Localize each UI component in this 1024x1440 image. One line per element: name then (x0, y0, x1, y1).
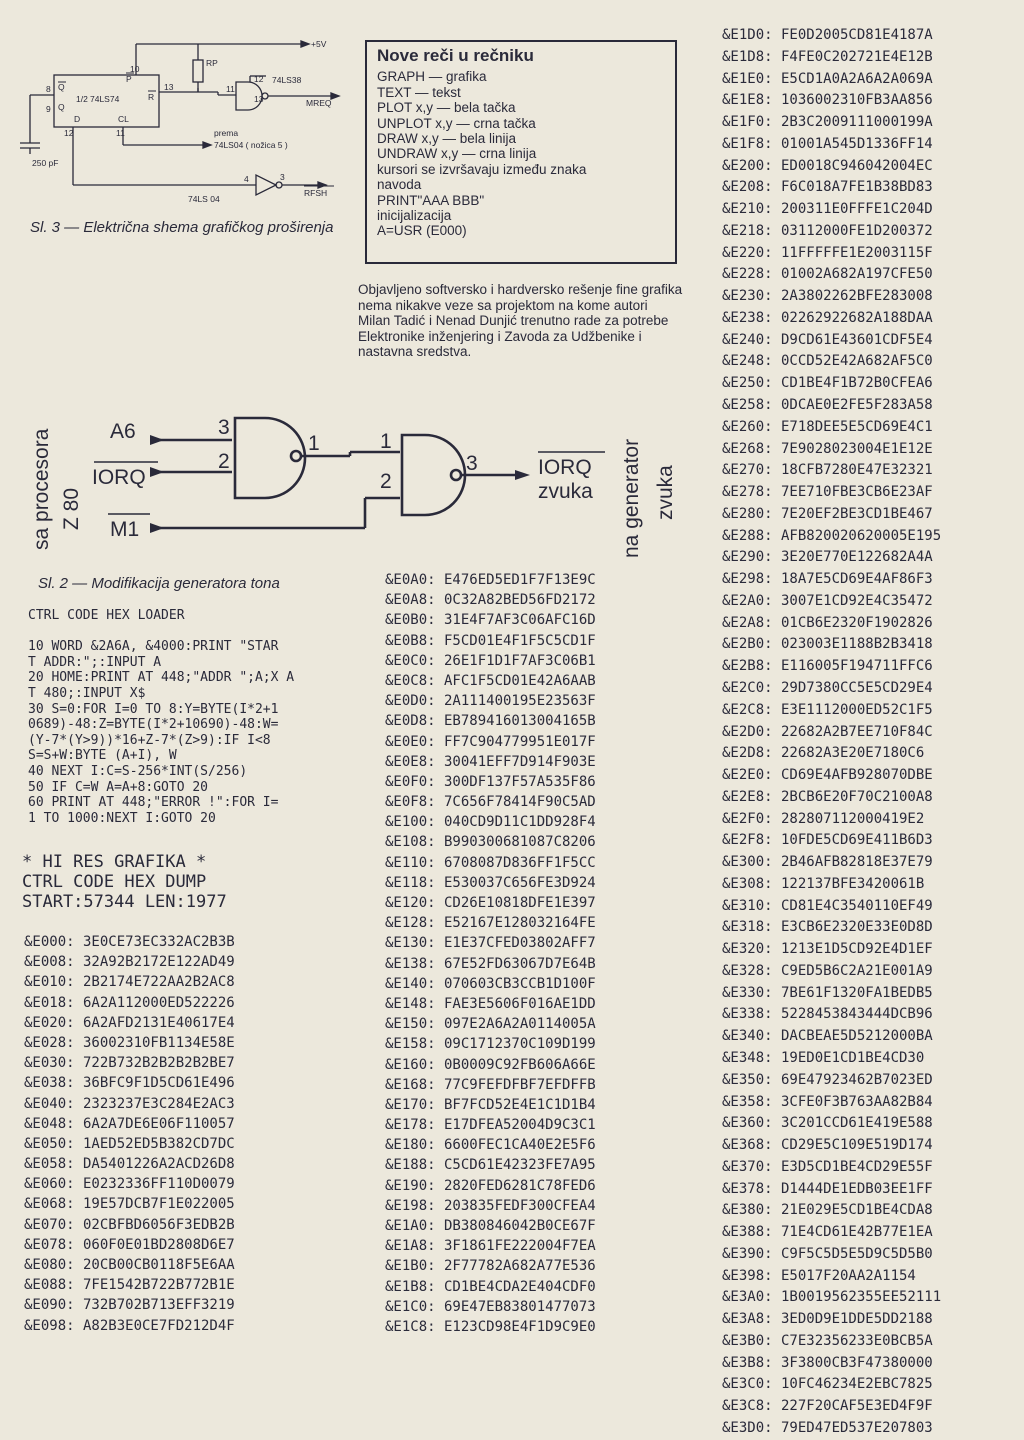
fig3-pin10: 10 (130, 64, 140, 74)
listing-line: 20 HOME:PRINT AT 448;"ADDR ";A;X A (28, 670, 295, 686)
hex-dump-row: &E150: 097E2A6A2A0114005A (385, 1016, 596, 1033)
listing-line: CTRL CODE HEX LOADER (28, 608, 185, 623)
hex-dump-row: &E260: E718DEE5E5CD69E4C1 (722, 418, 933, 435)
hex-dump-row: &E050: 1AED52ED5B382CD7DC (24, 1135, 235, 1152)
hex-dump-row: &E030: 722B732B2B2B2B2BE7 (24, 1055, 235, 1072)
fig3-pin13: 13 (164, 82, 174, 92)
fig2-right-label-2: zvuka (654, 465, 677, 520)
hex-dump-row: &E200: ED0018C946042004EC (722, 157, 933, 174)
hex-dump-row: &E180: 6600FEC1CA40E2E5F6 (385, 1137, 596, 1154)
new-words-line: PLOT x,y — bela tačka (377, 100, 516, 116)
fig3-pbar-label: P (126, 74, 132, 84)
hex-dump-row: &E080: 20CB00CB0118F5E6AA (24, 1257, 235, 1273)
fig3-ff-name: 74LS74 (90, 94, 120, 104)
hex-dump-row: &E1F0: 2B3C2009111000199A (722, 114, 933, 131)
hex-dump-row: &E2A0: 3007E1CD92E4C35472 (722, 592, 933, 609)
hex-dump-row: &E278: 7EE710FBE3CB6E23AF (722, 484, 933, 501)
hex-dump-row: &E0C8: AFC1F5CD01E42A6AAB (385, 672, 596, 689)
new-words-line: UNDRAW x,y — crna linija (377, 146, 537, 162)
hex-dump-row: &E3D0: 79ED47ED537E207803 (722, 1420, 933, 1436)
hex-dump-row: &E210: 200311E0FFFE1C204D (722, 201, 933, 218)
hex-dump-row: &E1E8: 1036002310FB3AA856 (722, 92, 933, 109)
new-words-line: UNPLOT x,y — crna tačka (377, 115, 536, 131)
hex-dump-row: &E2D0: 22682A2B7EE710F84C (722, 723, 933, 740)
hex-dump-row: &E088: 7FE1542B722B772B1E (24, 1277, 235, 1294)
hex-dump-row: &E1A0: DB380846042B0CE67F (385, 1218, 596, 1234)
fig3-pin12: 12 (64, 128, 74, 138)
hex-dump-row: &E078: 060F0E01BD2808D6E7 (24, 1236, 235, 1253)
fig3-nand-pin11: 11 (226, 84, 235, 94)
hex-dump-row: &E270: 18CFB7280E47E32321 (722, 462, 933, 479)
hex-dump-row: &E0F8: 7C656F78414F90C5AD (385, 794, 596, 811)
dump-header-line: START:57344 LEN:1977 (22, 892, 227, 912)
hex-dump-row: &E170: BF7FCD52E4E1C1D1B4 (385, 1096, 596, 1113)
fig2-gate2-pin1: 1 (380, 430, 392, 453)
fig2-gate1-pin2: 2 (218, 450, 230, 473)
fig2-left-label-2: Z 80 (60, 487, 83, 530)
fig2-right-label-1: na generator (620, 438, 643, 558)
hex-dump-row: &E3A8: 3ED0D9E1DDE5DD2188 (722, 1311, 933, 1328)
new-words-line: A=USR (E000) (377, 223, 467, 239)
hex-dump-row: &E370: E3D5CD1BE4CD29E55F (722, 1158, 933, 1175)
hex-dump-row: &E168: 77C9FEFDFBF7EFDFFB (385, 1076, 596, 1093)
hex-dump-row: &E028: 36002310FB1134E58E (24, 1034, 235, 1051)
hex-dump-row: &E238: 02262922682A188DAA (722, 309, 933, 326)
listing-line: 40 NEXT I:C=S-256*INT(S/256) (28, 763, 248, 779)
fig2-gate2-pin3: 3 (466, 452, 478, 475)
hex-dump-row: &E2F0: 282807112000419E2 (722, 810, 925, 827)
hex-dump-row: &E3A0: 1B0019562355EE52111 (722, 1289, 942, 1306)
hex-dump-row: &E390: C9F5C5D5E5D9C5D5B0 (722, 1245, 933, 1262)
hex-dump-row: &E1B8: CD1BE4CDA2E404CDF0 (385, 1278, 596, 1295)
dump-header-line: CTRL CODE HEX DUMP (22, 872, 207, 892)
fig3-inv-name: 74LS 04 (188, 194, 220, 204)
fig3-prema-2: 74LS04 ( nožica 5 ) (214, 140, 288, 150)
hex-dump-row: &E140: 070603CB3CCB1D100F (385, 975, 596, 992)
new-words-line: navoda (377, 177, 422, 193)
hex-dump-row: &E350: 69E47923462B7023ED (722, 1071, 933, 1088)
fig2-input-iorq: IORQ (92, 466, 146, 489)
hex-dump-row: &E118: E530037C656FE3D924 (385, 874, 596, 891)
fig3-d-label: D (74, 114, 81, 124)
fig3-nand-name: 74LS38 (272, 75, 302, 85)
figure-3-caption: Sl. 3 — Električna shema grafičkog proširenja (30, 219, 334, 236)
hex-dump-row: &E2D8: 22682A3E20E7180C6 (722, 745, 925, 762)
hex-dump-row: &E2F8: 10FDE5CD69E411B6D3 (722, 832, 933, 849)
fig2-gate1-pin3: 3 (218, 416, 230, 439)
figure-2-schematic (10, 390, 700, 560)
hex-dump-row: &E218: 03112000FE1D200372 (722, 222, 933, 239)
hex-dump-row: &E2C8: E3E1112000ED52C1F5 (722, 701, 933, 718)
hex-dump-row: &E108: B990300681087C8206 (385, 834, 596, 851)
listing-line: 0689)-48:Z=BYTE(I*2+10690)-48:W= (28, 717, 279, 733)
figure-2-caption: Sl. 2 — Modifikacija generatora tona (38, 575, 280, 592)
hex-dump-row: &E2B0: 023003E1188B2B3418 (722, 636, 933, 653)
fig3-rfsh-label: RFSH (304, 188, 328, 198)
hex-dump-row: &E1C8: E123CD98E4F1D9C9E0 (385, 1318, 596, 1335)
hex-dump-row: &E2E8: 2BCB6E20F70C2100A8 (722, 788, 933, 805)
hex-dump-row: &E000: 3E0CE73EC332AC2B3B (24, 934, 235, 950)
fig2-gate1-pin1: 1 (308, 432, 320, 455)
fig3-pin11: 11 (116, 128, 125, 138)
hex-dump-row: &E358: 3CFE0F3B763AA82B84 (722, 1093, 933, 1110)
new-words-line: DRAW x,y — bela linija (377, 131, 517, 147)
listing-line: 50 IF C=W A=A+8:GOTO 20 (28, 779, 209, 795)
hex-dump-row: &E378: D1444DE1EDB03EE1FF (722, 1180, 933, 1197)
hex-dump-row: &E318: E3CB6E2320E33E0D8D (722, 919, 933, 936)
fig3-rp-label: RP (206, 58, 218, 68)
hex-dump-row: &E148: FAE3E5606F016AE1DD (385, 995, 596, 1012)
hex-dump-row: &E248: 0CCD52E42A682AF5C0 (722, 353, 933, 370)
new-words-list (377, 69, 665, 238)
fig2-gate2-pin2: 2 (380, 470, 392, 493)
hex-dump-row: &E178: E17DFEA52004D9C3C1 (385, 1117, 596, 1134)
hex-dump-row: &E160: 0B0009C92FB606A66E (385, 1056, 596, 1073)
hex-dump-row: &E328: C9ED5B6C2A21E001A9 (722, 962, 933, 979)
hex-dump-row: &E388: 71E4CD61E42B77E1EA (722, 1224, 933, 1241)
fig3-nand-pin12: 12 (254, 74, 264, 84)
hex-dump-row: &E038: 36BFC9F1D5CD61E496 (24, 1075, 235, 1092)
hex-loader-listing (28, 608, 388, 826)
fig3-inv-pin4: 4 (244, 174, 249, 184)
fig3-pin9: 9 (46, 104, 51, 114)
hex-dump-row: &E338: 5228453843444DCB96 (722, 1006, 933, 1023)
hex-dump-row: &E138: 67E52FD63067D7E64B (385, 955, 596, 972)
hex-dump-row: &E3B0: C7E32356233E0BCB5A (722, 1332, 933, 1349)
dump-header-line: * HI RES GRAFIKA * (22, 852, 207, 872)
listing-line: 30 S=0:FOR I=0 TO 8:Y=BYTE(I*2+1 (28, 701, 279, 717)
hex-dump-row: &E3C8: 227F20CAF5E3ED4F9F (722, 1398, 933, 1415)
hex-dump-row: &E120: CD26E10818DFE1E397 (385, 895, 596, 911)
hex-dump-row: &E0A0: E476ED5ED1F7F13E9C (385, 572, 596, 588)
hex-dump-row: &E190: 2820FED6281C78FED6 (385, 1177, 596, 1194)
new-words-line: inicijalizacija (377, 208, 452, 224)
hex-dump-row: &E340: DACBEAE5D5212000BA (722, 1028, 933, 1045)
hex-dump-header (22, 852, 227, 912)
fig2-input-m1: M1 (110, 518, 140, 541)
hex-dump-row: &E060: E0232336FF110D0079 (24, 1176, 235, 1193)
hex-dump-row: &E1E0: E5CD1A0A2A6A2A069A (722, 70, 933, 87)
hex-dump-row: &E100: 040CD9D11C1DD928F4 (385, 814, 596, 831)
hex-dump-row: &E0E0: FF7C904779951E017F (385, 733, 596, 750)
hex-dump-row: &E070: 02CBFBD6056F3EDB2B (24, 1216, 235, 1233)
fig3-q-label: Q (58, 102, 65, 112)
hex-dump-row: &E220: 11FFFFFE1E2003115F (722, 244, 933, 261)
hex-dump-row: &E230: 2A3802262BFE283008 (722, 288, 933, 305)
hex-dump-row: &E280: 7E20EF2BE3CD1BE467 (722, 505, 933, 522)
listing-line: T ADDR:";:INPUT A (28, 654, 162, 670)
fig2-left-label-1: sa procesora (30, 428, 53, 550)
hex-dump-row: &E2C0: 29D7380CC5E5CD29E4 (722, 679, 933, 696)
listing-line (28, 624, 388, 640)
listing-line: T 480;:INPUT X$ (28, 685, 146, 701)
hex-dump-row: &E040: 2323237E3C284E2AC3 (24, 1095, 235, 1112)
listing-line: (Y-7*(Y>9))*16+Z-7*(Z>9):IF I<8 (28, 732, 271, 748)
hex-dump-row: &E1F8: 01001A545D1336FF14 (722, 135, 933, 152)
hex-dump-row: &E368: CD29E5C109E519D174 (722, 1137, 933, 1154)
hex-dump-row: &E1A8: 3F1861FE222004F7EA (385, 1238, 596, 1255)
new-words-line: TEXT — tekst (377, 84, 461, 100)
hex-dump-row: &E0B8: F5CD01E4F1F5C5CD1F (385, 632, 596, 649)
fig3-prema-1: prema (214, 128, 239, 138)
new-words-line: GRAPH — grafika (377, 69, 487, 85)
new-words-line: kursori se izvršavaju između znaka (377, 161, 587, 177)
hex-dump-row: &E0F0: 300DF137F57A535F86 (385, 773, 596, 790)
hex-dump-row: &E2B8: E116005F194711FFC6 (722, 658, 933, 675)
hex-dump-row: &E098: A82B3E0CE7FD212D4F (24, 1317, 235, 1334)
hex-dump-row: &E090: 732B702B713EFF3219 (24, 1297, 235, 1314)
hex-dump-row: &E2E0: CD69E4AFB928070DBE (722, 767, 933, 784)
hex-dump-row: &E228: 01002A682A197CFE50 (722, 266, 933, 283)
hex-dump-row: &E348: 19ED0E1CD1BE4CD30 (722, 1049, 925, 1066)
listing-line: 10 WORD &2A6A, &4000:PRINT "STAR (28, 639, 279, 655)
hex-dump-row: &E258: 0DCAE0E2FE5F283A58 (722, 397, 933, 414)
hex-dump-row: &E0D8: EB789416013004165B (385, 713, 596, 730)
hex-dump-row: &E3C0: 10FC46234E2EBC7825 (722, 1376, 933, 1393)
fig3-half: 1/2 (76, 94, 88, 104)
hex-dump-row: &E360: 3C201CCD61E419E588 (722, 1115, 933, 1132)
fig3-cap-label: 250 pF (32, 158, 59, 168)
fig2-input-a6: A6 (110, 420, 136, 443)
fig3-rbar-label: R (148, 92, 155, 102)
hex-dump-row: &E128: E52167E128032164FE (385, 915, 596, 932)
hex-dump-row: &E398: E5017F20AA2A1154 (722, 1267, 916, 1284)
listing-line: 1 TO 1000:NEXT I:GOTO 20 (28, 810, 216, 826)
fig2-output-iorq: IORQ (538, 456, 592, 479)
hex-dump-row: &E018: 6A2A112000ED522226 (24, 994, 235, 1011)
listing-line: S=S+W:BYTE (A+I), W (28, 748, 177, 764)
hex-dump-column-3 (722, 25, 941, 1440)
fig3-cl-label: CL (118, 114, 129, 124)
hex-dump-row: &E290: 3E20E770E122682A4A (722, 549, 933, 566)
figure-3-schematic (18, 30, 353, 210)
hex-dump-row: &E250: CD1BE4F1B72B0CFEA6 (722, 375, 933, 392)
hex-dump-row: &E0C0: 26E1F1D1F7AF3C06B1 (385, 652, 596, 669)
hex-dump-row: &E130: E1E37CFED03802AFF7 (385, 935, 596, 952)
hex-dump-row: &E330: 7BE61F1320FA1BEDB5 (722, 984, 933, 1001)
hex-dump-row: &E208: F6C018A7FE1B38BD83 (722, 179, 933, 196)
fig3-vcc-label: +5V (311, 39, 327, 49)
hex-dump-row: &E1C0: 69E47EB83801477073 (385, 1298, 596, 1315)
author-note: Objavljeno softversko i hardversko rešenje fine grafika nema nikakve veze sa projektom na kome autori Milan Tadić i Nenad Dunjić trenutno rade za potrebe Elektronike inženjering i Zavoda za Udžbenike i nastavna sredstva. (358, 282, 683, 360)
hex-dump-row: &E0A8: 0C32A82BED56FD2172 (385, 592, 596, 609)
fig3-qbar-label: Q (58, 82, 65, 92)
hex-dump-row: &E110: 6708087D836FF1F5CC (385, 854, 596, 871)
hex-dump-row: &E010: 2B2174E722AA2B2AC8 (24, 974, 235, 991)
hex-dump-row: &E008: 32A92B2172E122AD49 (24, 954, 235, 971)
hex-dump-row: &E380: 21E029E5CD1BE4CDA8 (722, 1202, 933, 1219)
new-words-box (365, 40, 677, 264)
new-words-line: PRINT"AAA BBB" (377, 192, 485, 208)
hex-dump-row: &E1D0: FE0D2005CD81E4187A (722, 27, 933, 43)
hex-dump-column-2 (385, 570, 596, 1337)
hex-dump-row: &E308: 122137BFE3420061B (722, 875, 925, 892)
hex-dump-row: &E3B8: 3F3800CB3F47380000 (722, 1354, 933, 1371)
hex-dump-row: &E188: C5CD61E42323FE7A95 (385, 1157, 596, 1174)
listing-line: 60 PRINT AT 448;"ERROR !":FOR I= (28, 795, 279, 811)
hex-dump-row: &E068: 19E57DCB7F1E022005 (24, 1196, 235, 1213)
fig3-mreq-label: MREQ (306, 98, 332, 108)
hex-dump-row: &E268: 7E9028023004E1E12E (722, 440, 933, 457)
hex-dump-column-1 (24, 932, 235, 1336)
new-words-title: Nove reči u rečniku (377, 46, 534, 65)
hex-dump-row: &E0D0: 2A111400195E23563F (385, 693, 596, 710)
hex-dump-row: &E240: D9CD61E43601CDF5E4 (722, 331, 933, 348)
hex-dump-row: &E2A8: 01CB6E2320F1902826 (722, 614, 933, 631)
hex-dump-row: &E0B0: 31E4F7AF3C06AFC16D (385, 612, 596, 629)
hex-dump-row: &E288: AFB820020620005E195 (722, 527, 942, 544)
hex-dump-row: &E310: CD81E4C3540110EF49 (722, 897, 933, 914)
hex-dump-row: &E320: 1213E1D5CD92E4D1EF (722, 941, 933, 958)
hex-dump-row: &E1D8: F4FE0C202721E4E12B (722, 48, 933, 65)
fig3-nand-pin13: 13 (254, 94, 264, 104)
hex-dump-row: &E0E8: 30041EFF7D914F903E (385, 753, 596, 770)
hex-dump-row: &E298: 18A7E5CD69E4AF86F3 (722, 571, 933, 588)
hex-dump-row: &E020: 6A2AFD2131E40617E4 (24, 1014, 235, 1031)
fig3-pin8: 8 (46, 84, 51, 94)
hex-dump-row: &E1B0: 2F77782A682A77E536 (385, 1258, 596, 1275)
hex-dump-row: &E158: 09C1712370C109D199 (385, 1036, 596, 1053)
hex-dump-row: &E300: 2B46AFB82818E37E79 (722, 854, 933, 871)
hex-dump-row: &E058: DA5401226A2ACD26D8 (24, 1156, 235, 1173)
hex-dump-row: &E198: 203835FEDF300CFEA4 (385, 1197, 596, 1214)
fig3-inv-pin3: 3 (280, 172, 285, 182)
fig2-output-zvuka: zvuka (538, 480, 593, 503)
hex-dump-row: &E048: 6A2A7DE6E06F110057 (24, 1115, 235, 1132)
